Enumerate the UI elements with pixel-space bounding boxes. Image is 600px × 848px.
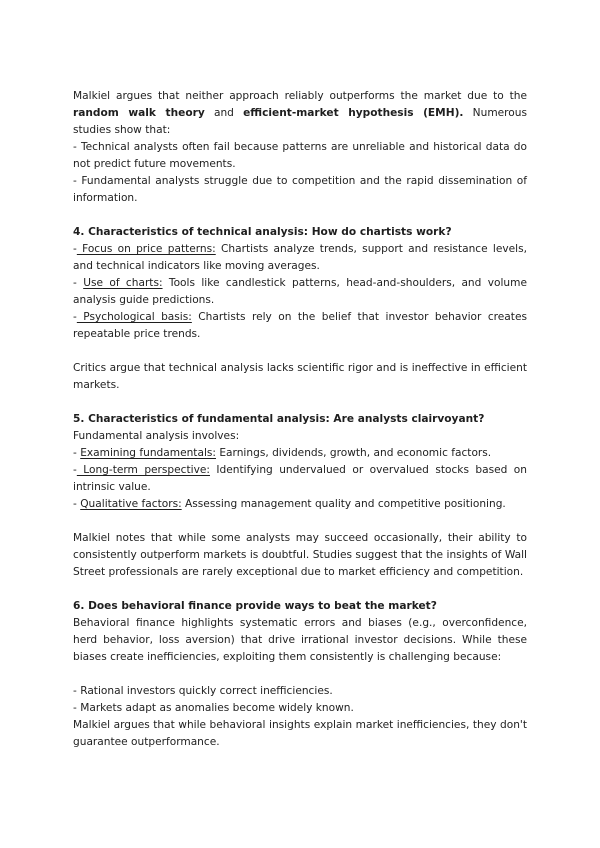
section-5-heading: 5. Characteristics of fundamental analysis: Are analysts clairvoyant? [73, 413, 485, 425]
intro-bullet-fundamental: - Fundamental analysts struggle due to competition and the rapid dissemination of information. [73, 175, 527, 204]
s6-bullet-rational: - Rational investors quickly correct inefficiencies. [73, 685, 333, 697]
s6-bullet-adapt: - Markets adapt as anomalies become widely known. [73, 702, 354, 714]
s6-paragraph: Behavioral finance highlights systematic errors and biases (e.g., overconfidence, herd behavior, loss aversion) that drive irrational investor decisions. While these biases create inefficiencies, exploiting them consistently is challenging because: [73, 617, 527, 663]
section-4-heading: 4. Characteristics of technical analysis: How do chartists work? [73, 226, 452, 238]
emh-term: efficient-market hypothesis (EMH). [243, 107, 464, 119]
s5-notes-paragraph: Malkiel notes that while some analysts may succeed occasionally, their ability to consistently outperform markets is doubtful. Studies suggest that the insights of Wall Street professionals are rarely exceptional due to market efficiency and competition. [73, 532, 527, 578]
s4-critics-paragraph: Critics argue that technical analysis lacks scientific rigor and is ineffective in efficient markets. [73, 362, 527, 391]
section-6-heading: 6. Does behavioral finance provide ways to beat the market? [73, 600, 437, 612]
document-page [73, 88, 527, 751]
s4-item-psychological-basis: - Psychological basis: Chartists rely on the belief that investor behavior creates repeatable price trends. [73, 311, 527, 340]
s5-item-qualitative: - Qualitative factors: Assessing management quality and competitive positioning. [73, 498, 506, 510]
intro-paragraph: Malkiel argues that neither approach reliably outperforms the market due to the random walk theory and efficient-market hypothesis (EMH). Numerous studies show that: [73, 90, 527, 136]
s4-item-price-patterns: - Focus on price patterns: Chartists analyze trends, support and resistance levels, and technical indicators like moving averages. [73, 243, 527, 272]
s5-item-long-term: - Long-term perspective: Identifying undervalued or overvalued stocks based on intrinsic value. [73, 464, 528, 493]
s6-closing-paragraph: Malkiel argues that while behavioral insights explain market inefficiencies, they don't guarantee outperformance. [73, 719, 527, 748]
random-walk-term: random walk theory [73, 107, 205, 119]
s5-item-fundamentals: - Examining fundamentals: Earnings, dividends, growth, and economic factors. [73, 447, 492, 459]
s4-item-use-of-charts: - Use of charts: Tools like candlestick patterns, head-and-shoulders, and volume analysis guide predictions. [73, 277, 527, 306]
s5-intro: Fundamental analysis involves: [73, 430, 240, 442]
intro-bullet-technical: - Technical analysts often fail because patterns are unreliable and historical data do not predict future movements. [73, 141, 527, 170]
